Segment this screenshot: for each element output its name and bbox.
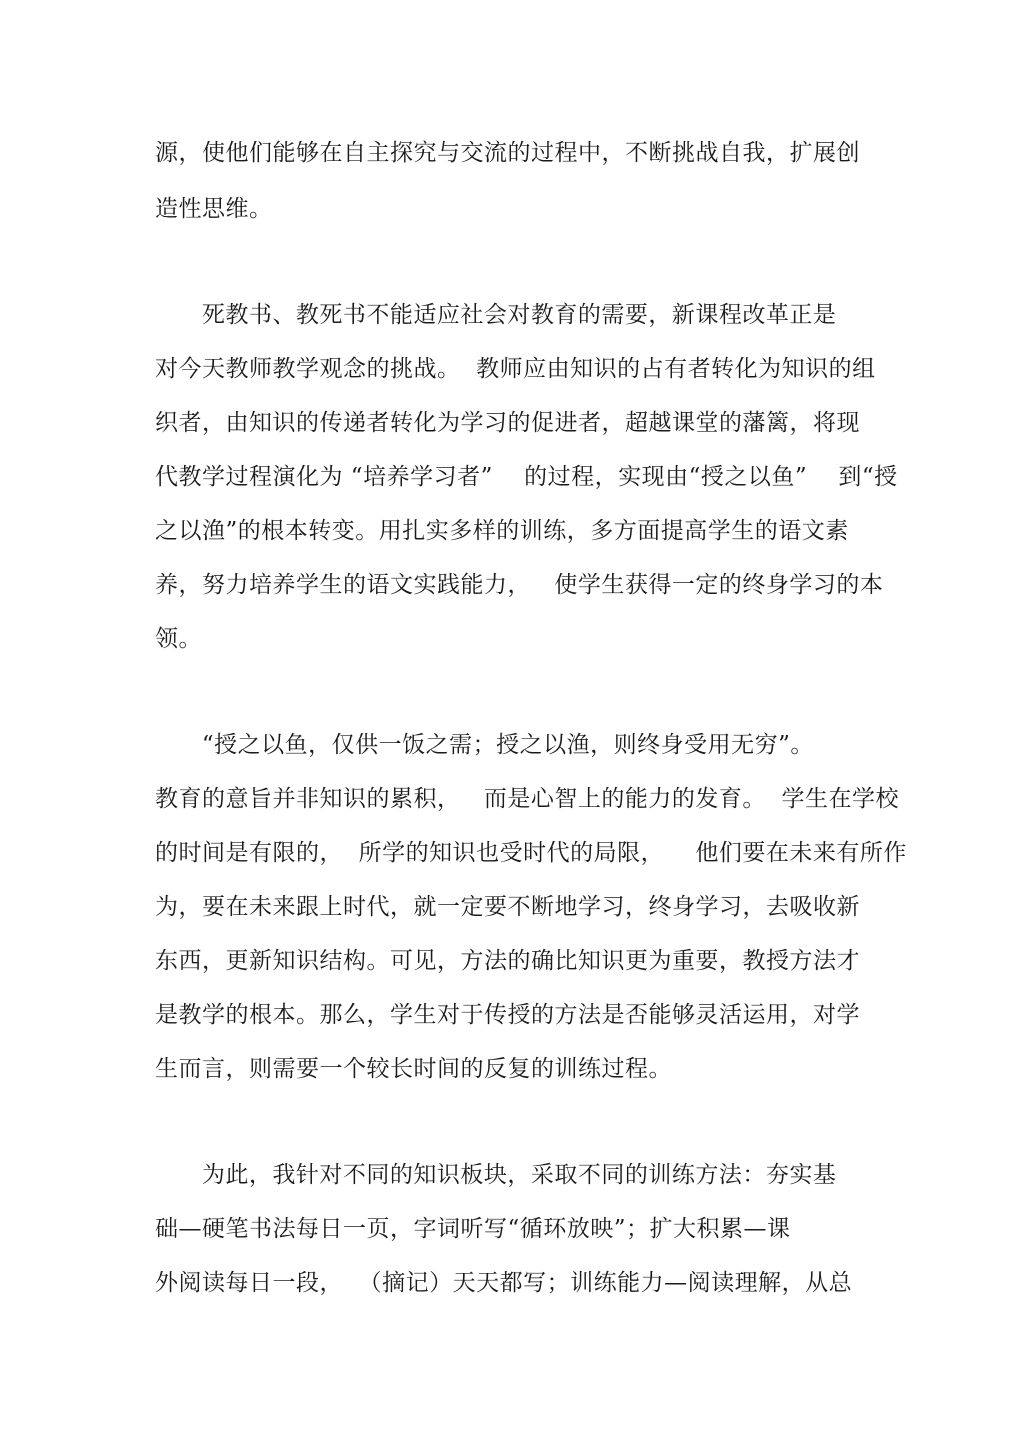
paragraph-4-line-3: 外阅读每日一段， （摘记）天天都写；训练能力—阅读理解，从总 [155,1270,853,1296]
paragraph-2-line-1: 死教书、教死书不能适应社会对教育的需要，新课程改革正是 [155,302,837,328]
paragraph-2-line-7: 领。 [155,626,202,652]
paragraph-2-line-3: 织者，由知识的传递者转化为学习的促进者，超越课堂的藩篱，将现 [155,410,860,436]
paragraph-3-line-5: 东西，更新知识结构。可见，方法的确比知识更为重要，教授方法才 [155,948,860,974]
paragraph-3-line-7: 生而言，则需要一个较长时间的反复的训练过程。 [155,1056,672,1082]
paragraph-2-line-6: 养，努力培养学生的语文实践能力， 使学生获得一定的终身学习的本 [155,572,884,598]
paragraph-2-line-5: 之以渔”的根本转变。用扎实多样的训练，多方面提高学生的语文素 [155,518,849,544]
paragraph-3-line-2: 教育的意旨并非知识的累积， 而是心智上的能力的发育。 学生在学校 [155,786,900,812]
paragraph-2-line-2: 对今天教师教学观念的挑战。 教师应由知识的占有者转化为知识的组 [155,356,876,382]
paragraph-3-line-3: 的时间是有限的， 所学的知识也受时代的局限， 他们要在未来有所作 [155,840,907,866]
paragraph-1-line-2: 造性思维。 [155,196,273,222]
paragraph-1-line-1: 源，使他们能够在自主探究与交流的过程中，不断挑战自我，扩展创 [155,140,860,166]
paragraph-2-line-4: 代教学过程演化为 “培养学习者” 的过程，实现由“授之以鱼” 到“授 [155,464,898,490]
paragraph-3-line-4: 为，要在未来跟上时代，就一定要不断地学习，终身学习，去吸收新 [155,894,860,920]
paragraph-4-line-1: 为此，我针对不同的知识板块，采取不同的训练方法：夯实基 [155,1162,837,1188]
paragraph-3-line-1: “授之以鱼，仅供一饭之需；授之以渔，则终身受用无穷”。 [155,732,814,758]
paragraph-4-line-2: 础—硬笔书法每日一页，字词听写“循环放映”；扩大积累—课 [155,1216,791,1242]
paragraph-3-line-6: 是教学的根本。那么，学生对于传授的方法是否能够灵活运用，对学 [155,1002,860,1028]
